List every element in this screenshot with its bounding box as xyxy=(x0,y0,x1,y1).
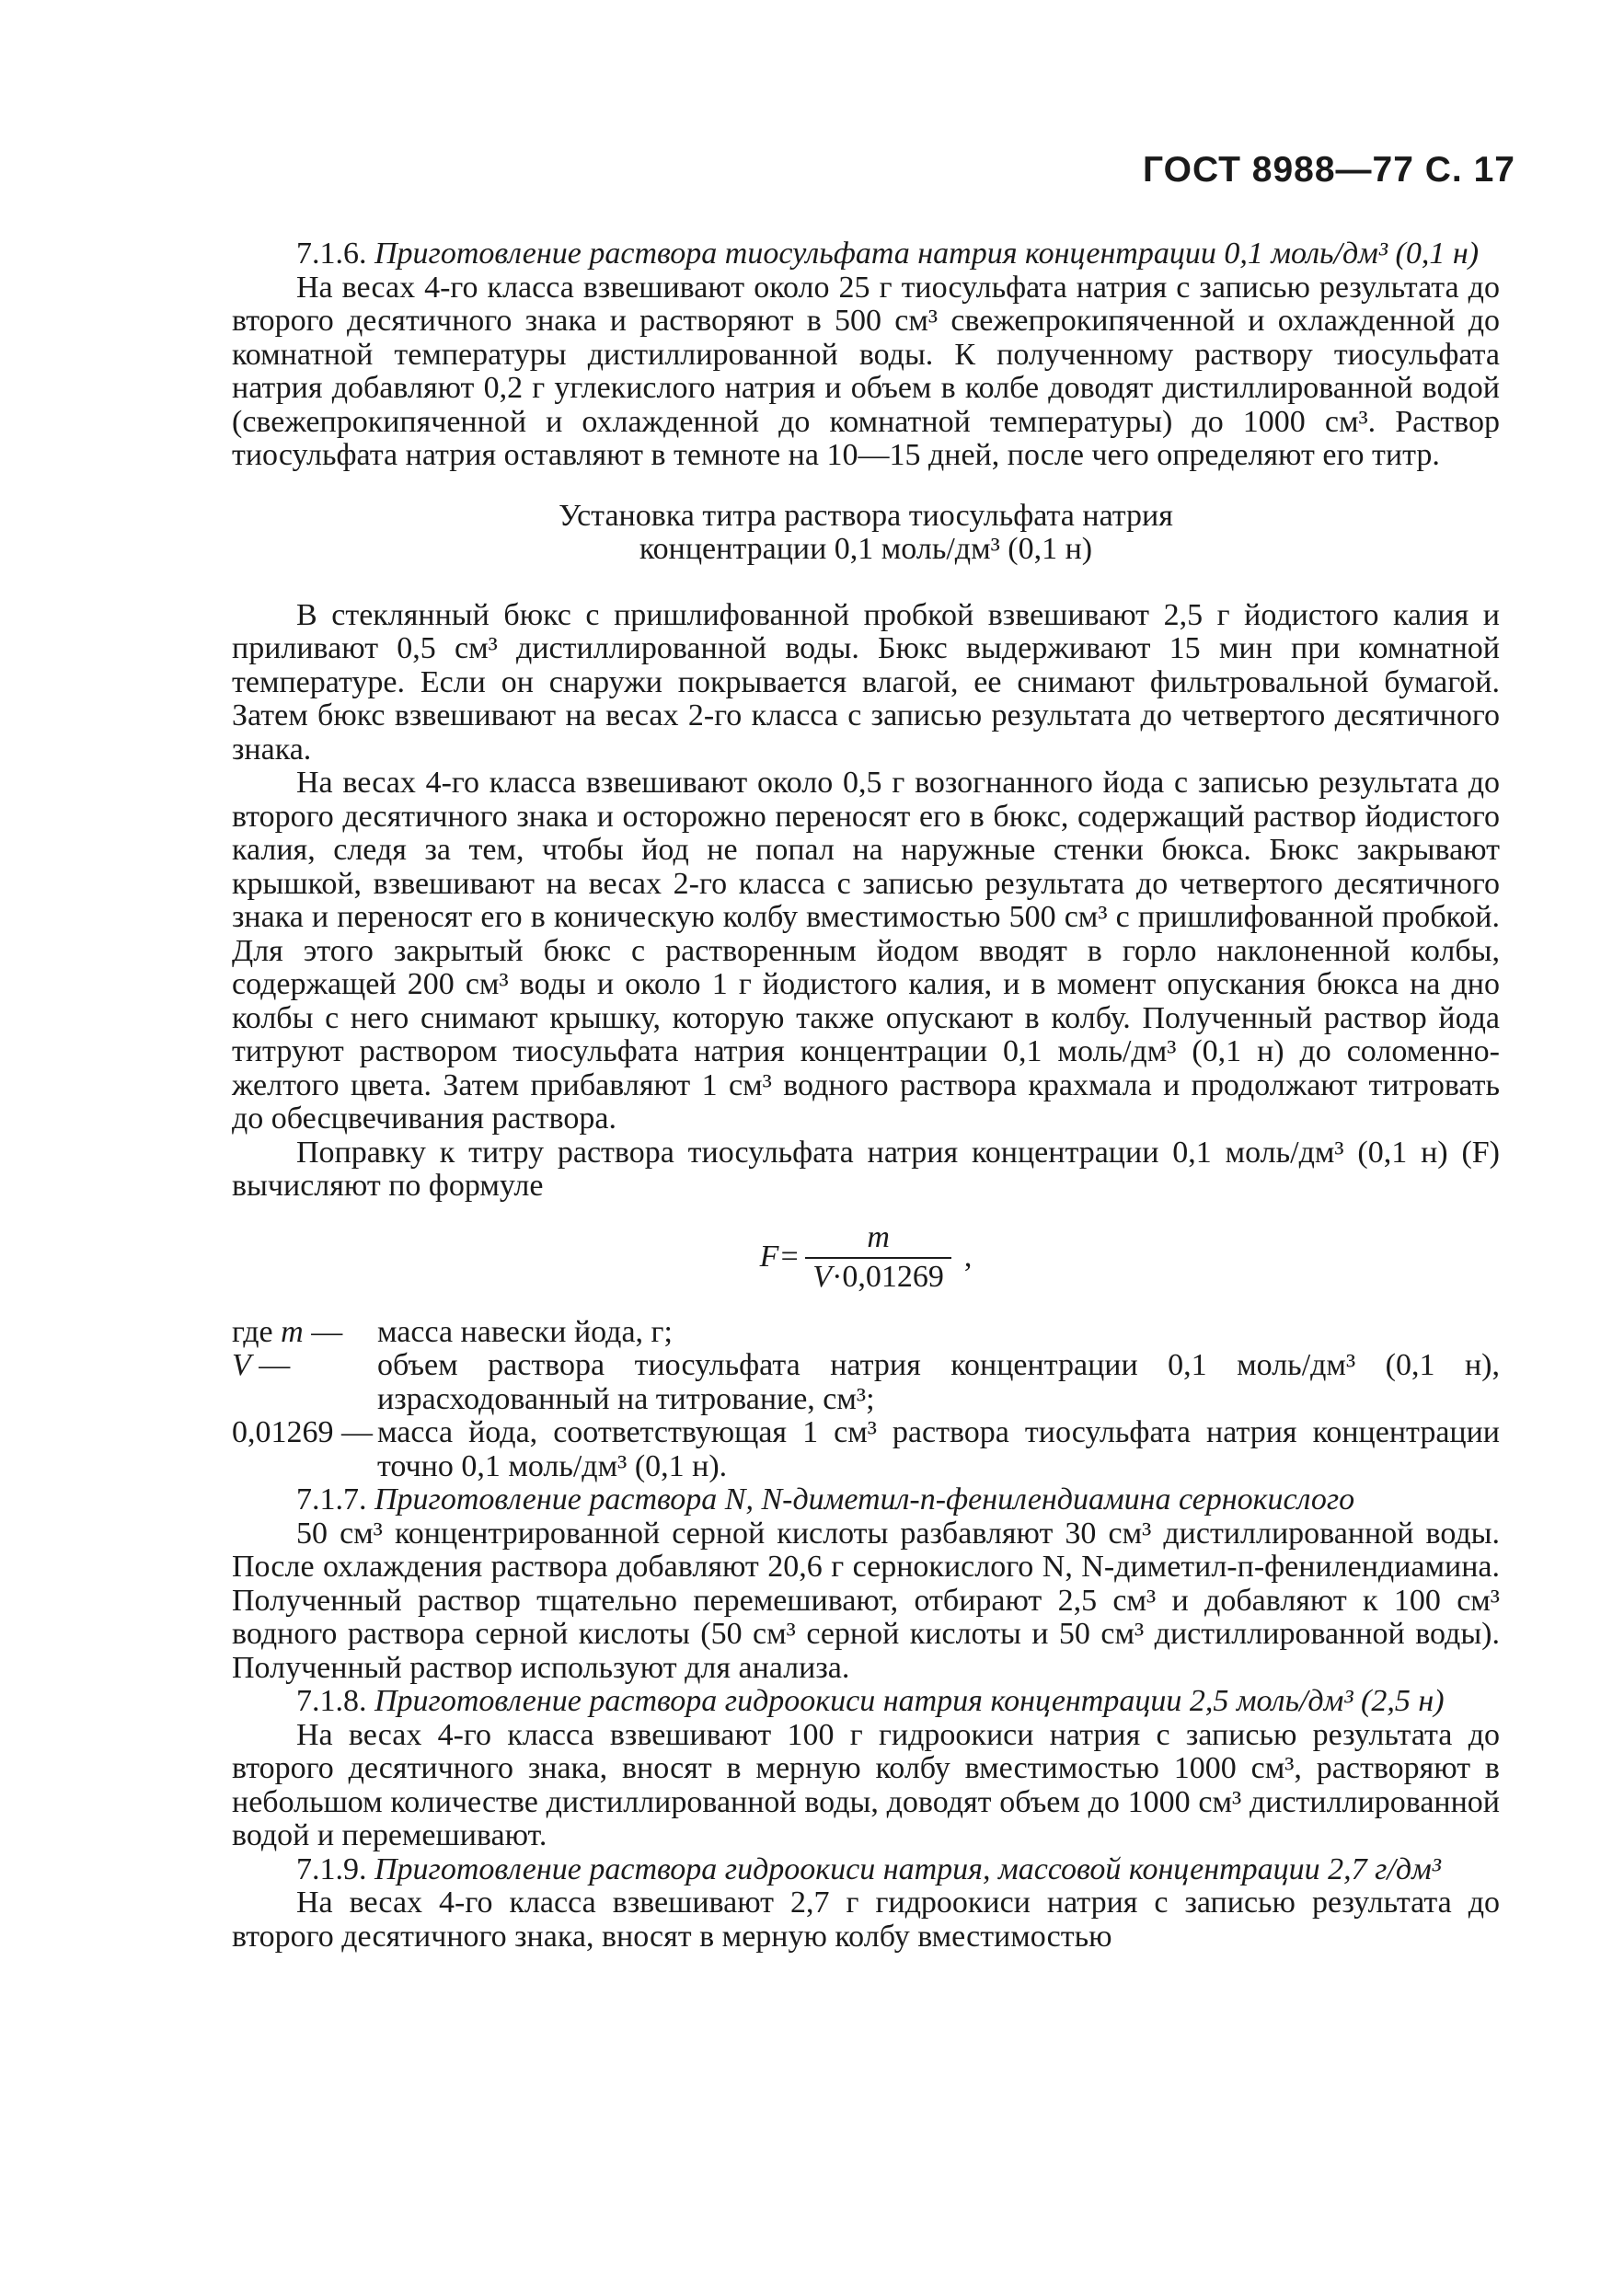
legend-symbol: m xyxy=(281,1314,304,1349)
formula-denominator-symbol: V xyxy=(812,1259,833,1294)
section-title: Приготовление раствора гидроокиси натрия концентрации 2,5 моль/дм³ (2,5 н) xyxy=(374,1684,1445,1718)
section-number: 7.1.7. xyxy=(296,1482,367,1517)
subheading xyxy=(232,500,1500,567)
legend-key xyxy=(232,1349,377,1416)
legend-dash: — xyxy=(333,1415,373,1449)
legend-dash: — xyxy=(250,1348,291,1382)
section-7-1-9-paragraph: На весах 4-го класса взвешивают 2,7 г гидроокиси натрия с записью результата до второго десятичного знака, вносят в мерную колбу вместимостью xyxy=(232,1886,1500,1954)
legend-symbol: V xyxy=(232,1348,251,1382)
section-number: 7.1.6. xyxy=(296,236,367,271)
legend-text: объем раствора тиосульфата натрия концентрации 0,1 моль/дм³ (0,1 н), израсходованный на титрование, см³; xyxy=(377,1348,1500,1416)
legend-key xyxy=(232,1316,377,1350)
titration-paragraph-3: Поправку к титру раствора тиосульфата натрия концентрации 0,1 моль/дм³ (0,1 н) (F) вычисляют по формуле xyxy=(232,1135,1500,1203)
section-7-1-7-heading xyxy=(232,1483,1500,1517)
formula-denominator-rest: ·0,01269 xyxy=(832,1259,944,1294)
section-title: Приготовление раствора гидроокиси натрия, массовой концентрации 2,7 г/дм³ xyxy=(374,1851,1441,1886)
formula-numerator: m xyxy=(867,1220,890,1254)
section-7-1-7-paragraph: 50 см³ концентрированной серной кислоты разбавляют 30 см³ дистиллированной воды. После охлаждения раствора добавляют 20,6 г сернокислого N, N-диметил-п-фенилендиамина. Полученный раствор тщательно перемешивают, отбирают 2,5 см³ и добавляют к 100 см³ водного раствора серной кислоты (50 см³ серной кислоты и 50 см³ дистиллированной воды). Полученный раствор используют для анализа. xyxy=(232,1516,1500,1685)
section-title: Приготовление раствора N, N-диметил-п-фенилендиамина сернокислого xyxy=(374,1482,1355,1517)
section-7-1-6-paragraph: На весах 4-го класса взвешивают около 25 г тиосульфата натрия с записью результата до второго десятичного знака и растворяют в 500 см³ свежепрокипяченной и охлажденной до комнатной температуры дистиллированной воды. К полученному раствору тиосульфата натрия добавляют 0,2 г углекислого натрия и объем в колбе доводят дистиллированной водой (свежепрокипяченной и охлажденной до комнатной температуры) до 1000 см³. Раствор тиосульфата натрия оставляют в темноте на 10—15 дней, после чего определяют его титр. xyxy=(232,270,1500,472)
formula-legend xyxy=(232,1316,1500,1484)
formula-trailing-comma: , xyxy=(963,1240,973,1274)
titration-paragraph-2: На весах 4-го класса взвешивают около 0,5 г возогнанного йода с записью результата до второго десятичного знака и осторожно переносят его в бюкс, содержащий раствор йодистого калия, следя за тем, чтобы йод не попал на наружные стенки бюкса. Бюкс закрывают крышкой, взвешивают на весах 2-го класса с записью результата до четвертого десятичного знака и переносят его в коническую колбу вместимостью 500 см³ с пришлифованной пробкой. Для этого закрытый бюкс с растворенным йодом вводят в горло наклоненной колбы, содержащей 200 см³ воды и около 1 г йодистого калия, и в момент опускания бюкса на дно колбы с него снимают крышку, которую также опускают в колбу. Полученный раствор йода титруют раствором тиосульфата натрия концентрации 0,1 моль/дм³ (0,1 н) до соломенно-желтого цвета. Затем прибавляют 1 см³ водного раствора крахмала и продолжают титровать до обесцвечивания раствора. xyxy=(232,766,1500,1136)
legend-key xyxy=(232,1416,377,1483)
subheading-line-1: Установка титра раствора тиосульфата натрия xyxy=(559,498,1173,533)
section-number: 7.1.9. xyxy=(296,1851,367,1886)
running-head: ГОСТ 8988—77 С. 17 xyxy=(1143,150,1515,190)
legend-key-prefix: где xyxy=(232,1314,282,1349)
subheading-line-2: концентрации 0,1 моль/дм³ (0,1 н) xyxy=(639,532,1093,566)
titration-paragraph-1: В стеклянный бюкс с пришлифованной пробкой взвешивают 2,5 г йодистого калия и приливают 0,5 см³ дистиллированной воды. Бюкс выдерживают 15 мин при комнатной температуре. Если он снаружи покрывается влагой, ее снимают фильтровальной бумагой. Затем бюкс взвешивают на весах 2-го класса с записью результата до четвертого десятичного знака. xyxy=(232,597,1500,767)
section-title: Приготовление раствора тиосульфата натрия концентрации 0,1 моль/дм³ (0,1 н) xyxy=(374,236,1480,271)
formula-lhs: F= xyxy=(759,1240,800,1274)
document-body xyxy=(232,237,1500,1954)
section-7-1-9-heading xyxy=(232,1853,1500,1887)
section-7-1-8-heading xyxy=(232,1685,1500,1719)
section-number: 7.1.8. xyxy=(296,1684,367,1718)
legend-dash: — xyxy=(303,1314,343,1349)
legend-symbol: 0,01269 xyxy=(232,1415,334,1449)
legend-text: масса йода, соответствующая 1 см³ раствора тиосульфата натрия концентрации точно 0,1 моль/дм³ (0,1 н). xyxy=(377,1415,1500,1483)
section-7-1-8-paragraph: На весах 4-го класса взвешивают 100 г гидроокиси натрия с записью результата до второго десятичного знака, вносят в мерную колбу вместимостью 1000 см³, растворяют в небольшом количестве дистиллированной воды, доводят объем до 1000 см³ дистиллированной водой и перемешивают. xyxy=(232,1717,1500,1852)
formula-fraction xyxy=(805,1221,951,1294)
section-7-1-6-heading xyxy=(232,237,1500,271)
formula xyxy=(232,1204,1500,1312)
legend-text: масса навески йода, г; xyxy=(377,1314,673,1349)
formula-denominator xyxy=(805,1257,951,1295)
